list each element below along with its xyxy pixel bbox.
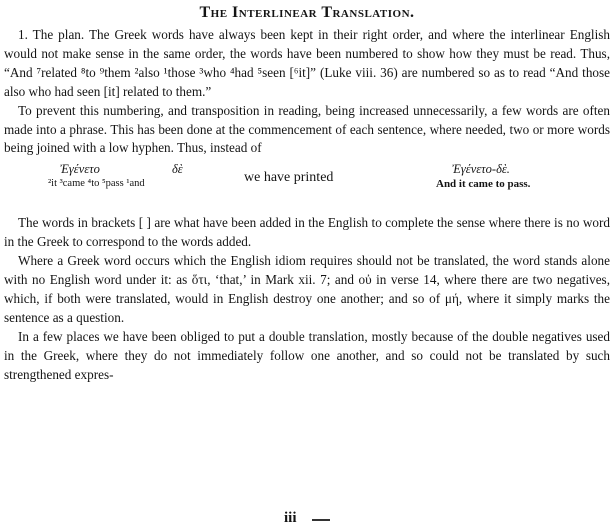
example-greek-phrase: Ἐγένετο-δὲ. bbox=[452, 162, 510, 177]
paragraph-plan: 1. The plan. The Greek words have always been kept in their right order, and where the interlinear English would not make sense in the same order, the words have been numbered to show how they must be read. Thus, “And ⁷related ⁸to ⁹them ²also ¹those ³who ⁴had ⁵seen [⁶it]” (Luke viii. 36) are numbered so as to read “And those also who had seen [it] related to them.” bbox=[4, 27, 610, 99]
page-number-dash bbox=[312, 519, 330, 521]
paragraph-brackets: The words in brackets [ ] are what have been added in the English to complete the sense where there is no word in the Greek to correspond to the words added. bbox=[4, 215, 610, 250]
page-title: The Interlinear Translation. bbox=[199, 4, 415, 21]
document-body bbox=[4, 26, 610, 385]
example-middle-text: we have printed bbox=[244, 170, 334, 186]
paragraph-numbering: To prevent this numbering, and transposition in reading, being increased unnecessarily, a few words are often made into a phrase. This has been done at the commencement of each sentence, where needed, two or more words being joined with a low hyphen. Thus, instead of bbox=[4, 102, 610, 156]
example-phrase-english: And it came to pass. bbox=[436, 178, 531, 191]
example-numbered-english: ²it ³came ⁴to ⁵pass ¹and bbox=[48, 178, 145, 190]
paragraph-double-translation: In a few places we have been obliged to put a double translation, mostly because of the double negatives used in the Greek, where they do not immediately follow one another, and so could not be translated by such strengthened expres- bbox=[4, 328, 610, 382]
example-greek-word-2: δὲ bbox=[172, 162, 183, 177]
paragraph-untranslated: Where a Greek word occurs which the English idiom requires should not be translated, the word stands alone with no English word under it: as ὅτι, ‘that,’ in Mark xii. 7; and οὐ in verse 14, where there are two negatives, which, if both were translated, would in English destroy one another; and so of μή, where it simply marks the sentence as a question. bbox=[4, 253, 610, 325]
example-block bbox=[4, 158, 610, 214]
example-greek-word-1: Ἐγένετο bbox=[60, 162, 100, 177]
page-number: iii bbox=[284, 510, 297, 526]
